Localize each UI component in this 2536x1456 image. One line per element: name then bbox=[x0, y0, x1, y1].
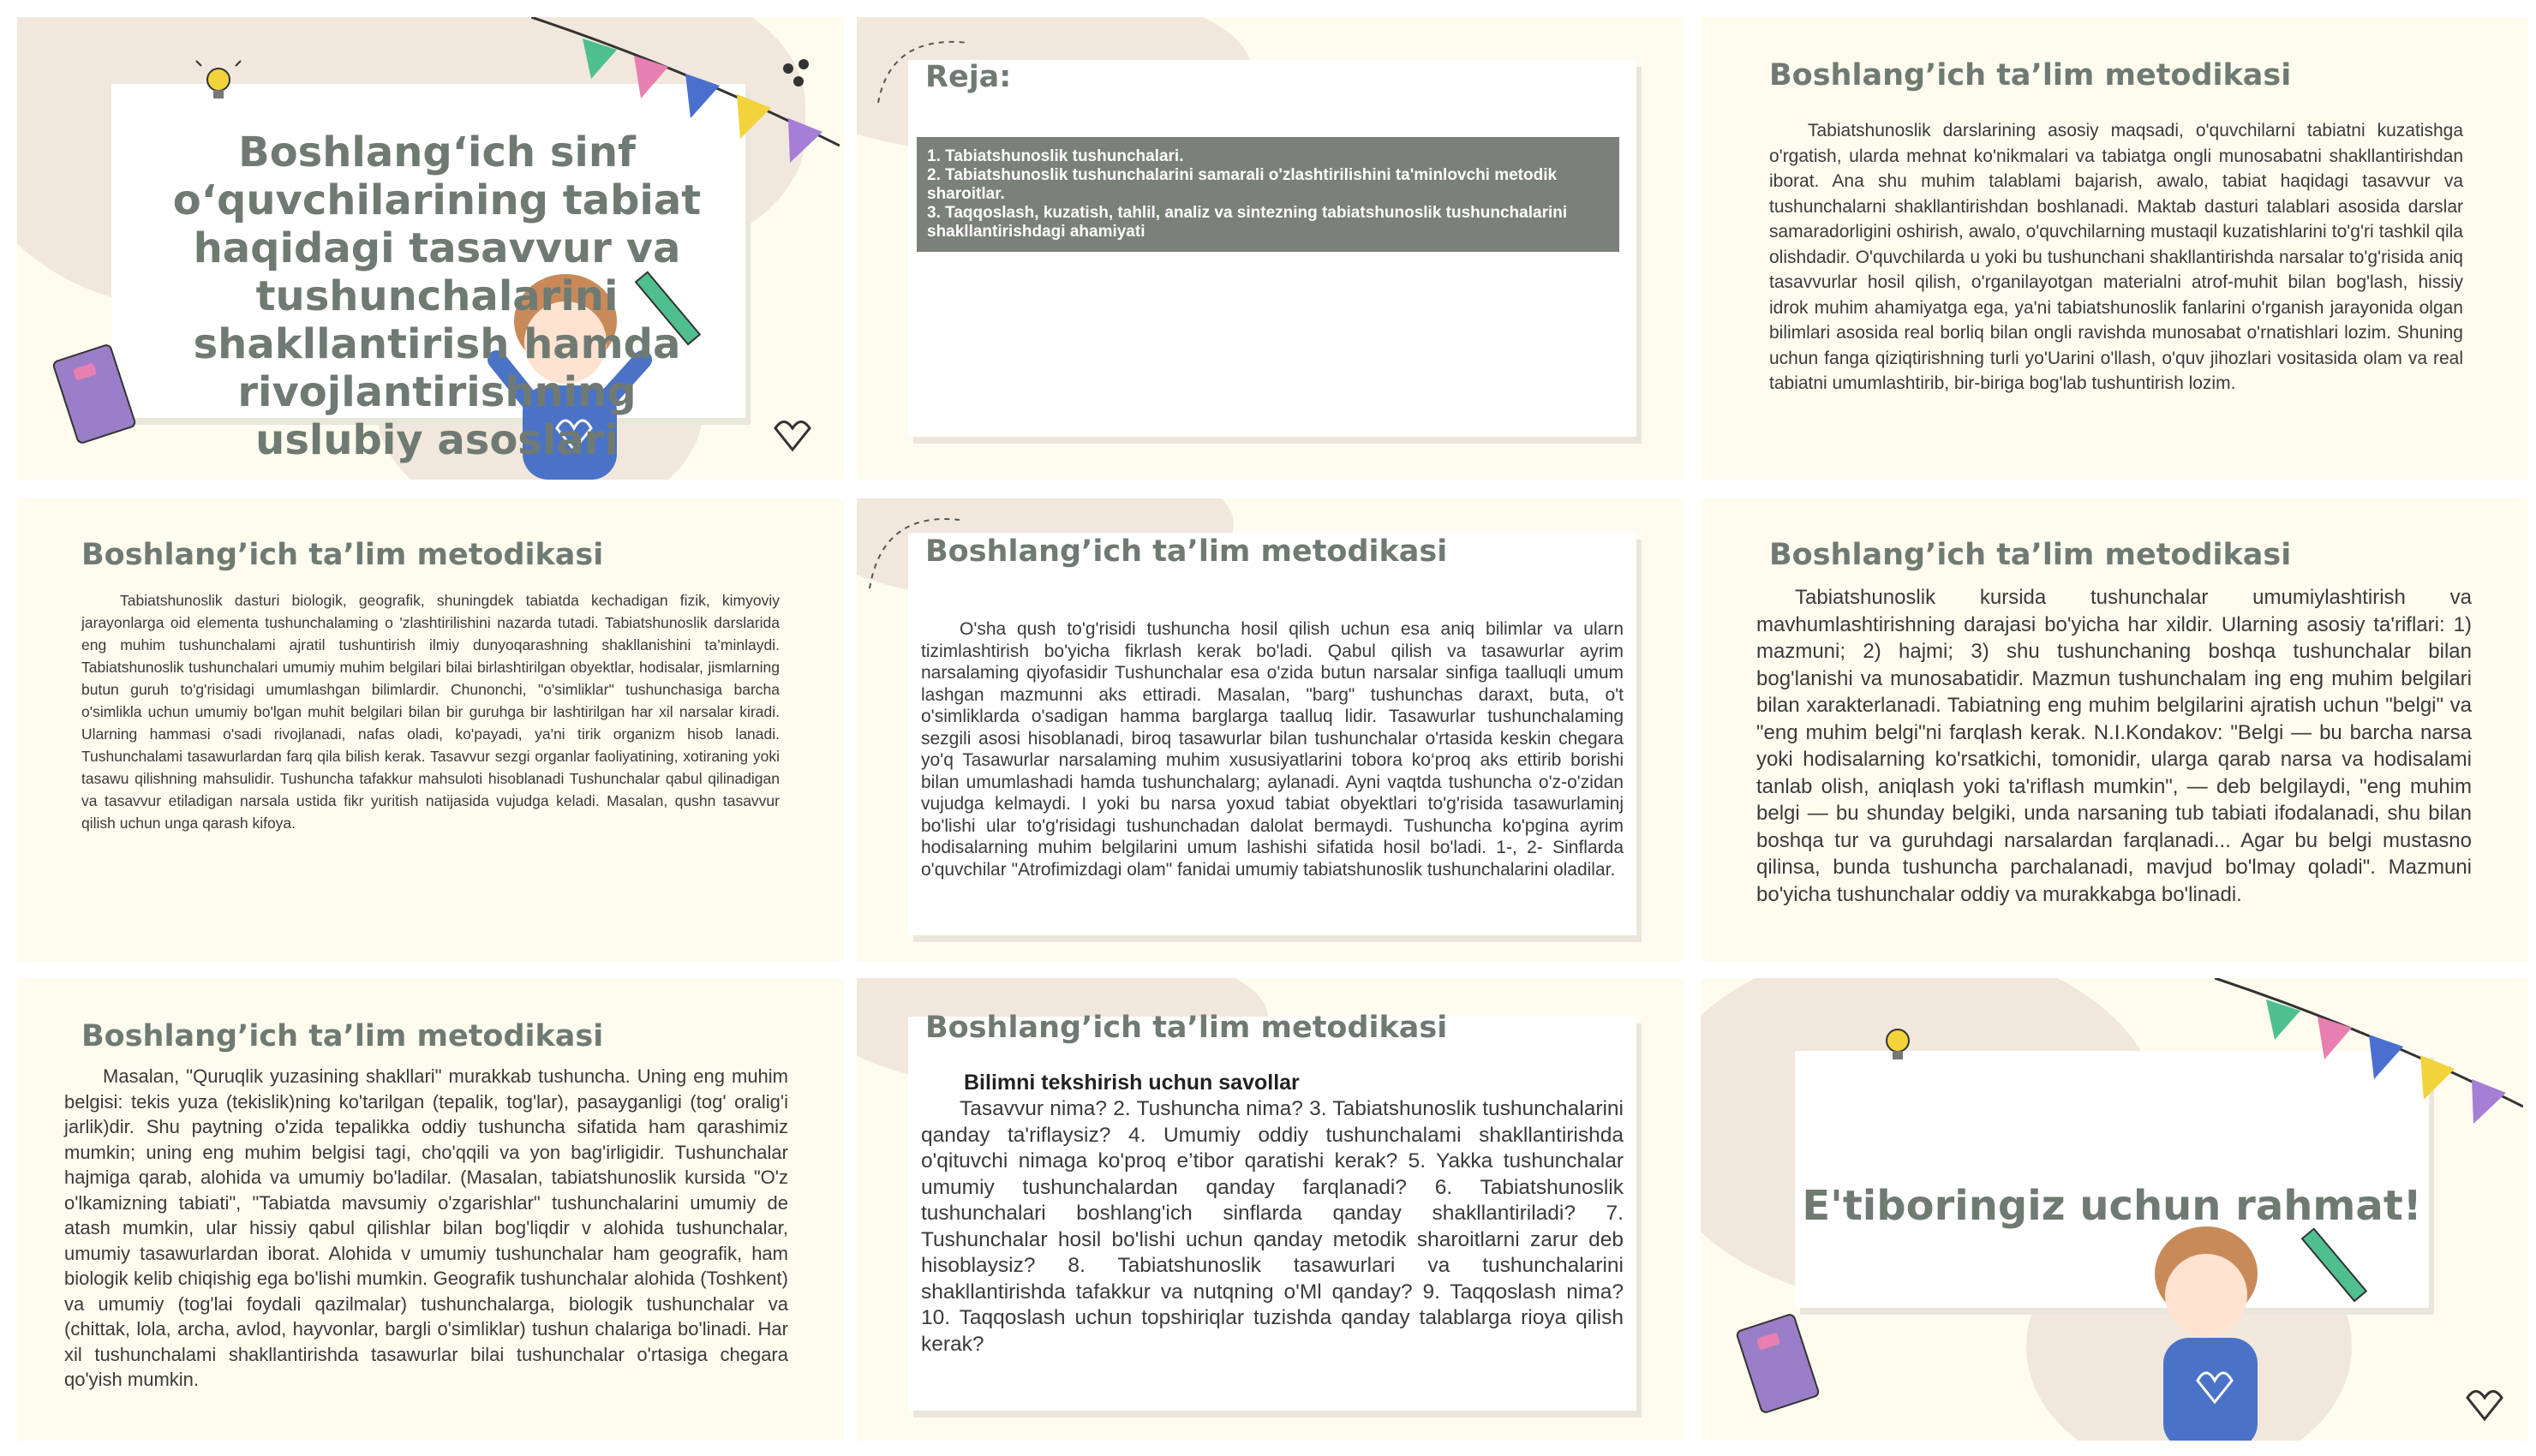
slide-1[interactable] bbox=[17, 17, 844, 480]
slide-9[interactable] bbox=[1701, 978, 2527, 1441]
slide-7[interactable] bbox=[17, 978, 844, 1441]
notebook-icon bbox=[1731, 1304, 1825, 1423]
heart-doodle-icon bbox=[2450, 1381, 2510, 1432]
reja-item: 1. Tabiatshunoslik tushunchalari. bbox=[927, 147, 1184, 165]
slide-6-title: Boshlang’ich ta’lim metodikasi bbox=[1769, 538, 2292, 572]
lightbulb-icon bbox=[193, 56, 244, 116]
slide-3[interactable] bbox=[1701, 17, 2527, 480]
reja-item: 2. Tabiatshunoslik tushunchalarini samarali o'zlashtirilishini ta'minlovchi metodik sharoitlar. bbox=[927, 166, 1558, 203]
slide-8-body: Tasavvur nima? 2. Tushuncha nima? 3. Tabiatshunoslik tushunchalarini qanday ta'riflaysiz? 4. Umumiy oddiy tushunchalami shakllantirishda o'qituvchi nimaga ko'proq e’tibor qaratishi kerak? 5. Yakka tushunchalar umumiy tushunchalardan qanday farqlanadi? 6. Tabiatshunoslik tushunchalari boshlang'ich sinflarda qanday shakllantiriladi? 7. Tushunchalar hosil bo'lishi uchun qanday metodik sharoitlarni zarur deb hisoblaysiz? 8. Tabiatshunoslik tasawurlari va tushunchalarini shakllantirishda tafakkur va nutqning o'Ml qanday? 9. Taqqoslash nima? 10. Taqqoslash uchun topshiriqlar tuzishda qanday talablarga rioya qilish kerak? bbox=[921, 1097, 1624, 1356]
slide-4-body: Tabiatshunoslik dasturi biologik, geografik, shuningdek tabiatda kechadigan fizik, kimyoviy jarayonlarga oid elementa tushunchalaming o 'zlashtirilishini nazarda tutadi. Tabiatshunoslik darslarida eng muhim tushunchalami ajratil tushuntirish ilmiy dunyoqarashning shakllanishini ta’minlaydi. Tabiatshunoslik tushunchalari umumiy muhim belgilari bilai birlashtirilgan obyektlar, hodisalar, jismlarning butun guruh to'g'risidagi umumlashgan bilimlardir. Chunonchi, "o'simliklar" tushunchasiga barcha o'simlikla uchun umumiy bo'lgan muhit belgilari bilan bir guruhga bir lashtirilgan har xil narsalar kiradi. Ularning hammasi o'sadi rivojlanadi, nafas oladi, ko'payadi, ya'ni tirik organizm hisob lanadi. Tushunchalami tasawurlardan farq qila bilish kerak. Tasavvur sezgi organlar faoliyatining, xotiraning yoki tasawu qilishning mahsulidir. Tushuncha tafakkur mahsuloti hisoblanadi Tushunchalar qabul qilinadigan va tasavvur etiladigan narsala ustida fikr yuritish natijasida vujudga keladi. Masalan, qushn tasavvur qilish uchun unga qarash kifoya. bbox=[81, 592, 780, 832]
pencil-icon bbox=[2300, 1222, 2378, 1316]
bunting-flags bbox=[2215, 978, 2523, 1149]
slide-6[interactable] bbox=[1701, 498, 2527, 961]
heart-doodle-icon bbox=[758, 411, 818, 462]
girl-illustration bbox=[2103, 1209, 2326, 1441]
slide-5-body: O'sha qush to'g'risidi tushuncha hosil qilish uchun esa aniq bilimlar va ularn tizimlashtirish bo'yicha fikrlash kerak bo'ladi. Qabul qilish va tasawurlar ayrim narsalaming qiyofasidir Tushunchalar esa o'zida butun narsalar sinfiga taalluqli umum lashgan mazmunni aks ettiradi. Masalan, "barg" tushunchas daraxt, buta, o't o'simliklarda o'sadigan hamma barglarga taalluq lidir. Tasawurlar tushunchalaming sezgili asosi hisoblanadi, biroq tasawurlar bilan tushunchalar o'rtasida keskin chegara yo'q Tasawurlar narsalaming muhim xususiyatlarini tobora ko‘proq aks ettirib borishi bilan umumlashadi hamda tushunchalarg; aylanadi. Ayni vaqtda tushuncha o'z-o'zidan vujudga kelmaydi. I yoki bu narsa yoxud tabiat obyektlari to'g'risida tasawurlaminj bo'lishi ular to'g'risidagi tushunchadan dalolat bermaydi. Tushuncha ko'pgina ayrim hodisalarning muhim belgilarini umum lashishi sifatida hosil bo'ladi. 1-, 2- Sinflarda o'quvchilar "Atrofimizdagi olam" fanidai umumiy tabiatshunoslik tushunchalarini oladilar. bbox=[921, 619, 1624, 880]
slide-2[interactable] bbox=[857, 17, 1684, 480]
slide-3-body: Tabiatshunoslik darslarining asosiy maqsadi, o'quvchilarni tabiatni kuzatishga o'rgatish, ularda mehnat ko'nikmalari va tabiatga ongli munosabatni shakllantirishdan iborat. Ana shu muhim talablami bajarish, awalo, tabiat haqidagi tasavvur va tushunchalarni shakllantirishdan boshlanadi. Maktab dasturi talablari asosida darslar samaradorligini oshirish, awalo, o'quvchilarning mustaqil kuzatishlarini to'g'ri tashkil qila olishdadir. O'quvchilarda u yoki bu tushunchani shakllantirishda narsalar to'g'risida aniq tasavvurlar hosil qilish, o'rganilayotgan materialni atrof-muhit bilan bog'lash, hissiy idrok muhim ahamiyatga ega, ya'ni tabiatshunoslik fanlarini o'rganish jarayonida olgan bilimlari asosida real borliq bilan ongli ravishda munosabat o'rnatishlari lozim. Shuning uchun fanga qiziqtirishning turli yo'Uarini o'llash, o'quv jihozlari vositasida olam va real tabiatni umumlashtirib, bir-biriga bog'lab tushuntirish lozim. bbox=[1769, 121, 2463, 393]
slide-8[interactable] bbox=[857, 978, 1684, 1441]
reja-list bbox=[917, 137, 1619, 252]
slide-8-title: Boshlang’ich ta’lim metodikasi bbox=[925, 1011, 1448, 1045]
reja-item: 3. Taqqoslash, kuzatish, tahlil, analiz va sintezning tabiatshunoslik tushunchalarini shakllantirishdagi ahamiyati bbox=[927, 204, 1568, 241]
slide-7-body: Masalan, "Quruqlik yuzasining shakllari" murakkab tushuncha. Uning eng muhim belgisi: tekis yuza (tekislik)ning ko'tarilgan (tepalik, tog'lar), pasayganligi (tog' oralig'i jarlik)dir. Shu paytning o'zida tepalikka oddiy tushuncha sifatida ham qarashimiz mumkin; uning eng muhim belgisi tagi, cho'qqili va yon bag'irligidir. Tushunchalar hajmiga qarab, alohida va umumiy bo'ladilar. (Masalan, tabiatshunoslik kursida "O'z o'lkamizning tabiati", "Tabiatda mavsumiy o'zgarishlar" tushunchalarini umumiy de atash mumkin, ular hissiy qabul qilishlar bilan bog'liqdir v alohida tushunchalar, umumiy tasawurlardan iborat. Alohida v umumiy tushunchalar ham geografik, ham biologik kelib chiqishig ega bo'lishi mumkin. Geografik tushunchalar alohida (Toshkent) va umumiy (tog'lai foydali qazilmalar) tushunchalarga, biologik tushunchalar va (chittak, lola, archa, avlod, hayvonlar, bargli o'simliklar) tushun chalariga bo'linadi. Har xil tushunchalami shakllantirishda tasawurlar bilai tushunchalar o'rtasiga chegara qo'yish mumkin. bbox=[64, 1065, 788, 1390]
slide-3-title: Boshlang’ich ta’lim metodikasi bbox=[1769, 58, 2292, 92]
slide-5[interactable] bbox=[857, 498, 1684, 961]
slide-1-title: Boshlang‘ich sinf o‘quvchilarining tabiat haqidagi tasavvur va tushunchalarini shakllantirish hamda rivojlantirishning uslubiy asoslari bbox=[172, 128, 702, 464]
slide-5-title: Boshlang’ich ta’lim metodikasi bbox=[925, 534, 1448, 569]
slide-7-title: Boshlang’ich ta’lim metodikasi bbox=[81, 1019, 604, 1053]
slide-6-body: Tabiatshunoslik kursida tushunchalar umumiylashtirish va mavhumlashtirishning darajasi bo'yicha har xildir. Ularning asosiy ta'riflari: 1) mazmuni; 2) hajmi; 3) shu tushunchaning boshqa tushunchalar bilan bog'lanishi va munosabatidir. Mazmun tushunchalam ing eng muhim belgilari bilan xarakterlanadi. Tabiatning eng muhim belgilarini ajratish uchun "belgi" va "eng muhim belgi"ni farqlash kerak. N.I.Kondakov: "Belgi — bu barcha narsa yoki hodisalarning ko'rsatkichi, tomonidir, ularga qarab narsa va hodisalami tanlab olish, aniqlash yoki ta'riflash mumkin", — deb belgilaydi, "eng muhim belgi — bu shunday belgiki, unda narsaning tub tabiati ifodalanadi, shu bilan boshqa tur va guruhdagi narsalardan farqlanadi... Agar bu belgi mustasno qilinsa, bunda tushuncha parchalanadi, mavjud bo'lmay qoladi". Mazmuni bo'yicha tushunchalar oddiy va murakkabga bo'linadi. bbox=[1756, 586, 2472, 906]
dashed-doodle bbox=[874, 26, 977, 111]
slide-9-title: E'tiboringiz uchun rahmat! bbox=[1802, 1182, 2422, 1230]
slide-4[interactable] bbox=[17, 498, 844, 961]
slide-4-title: Boshlang’ich ta’lim metodikasi bbox=[81, 538, 604, 572]
notebook-icon bbox=[47, 334, 141, 454]
slide-2-title: Reja: bbox=[925, 60, 1012, 94]
lightbulb-icon bbox=[1872, 1017, 1923, 1077]
decor-dots bbox=[780, 56, 831, 107]
slide-8-subtitle: Bilimni tekshirish uchun savollar bbox=[964, 1071, 1300, 1095]
